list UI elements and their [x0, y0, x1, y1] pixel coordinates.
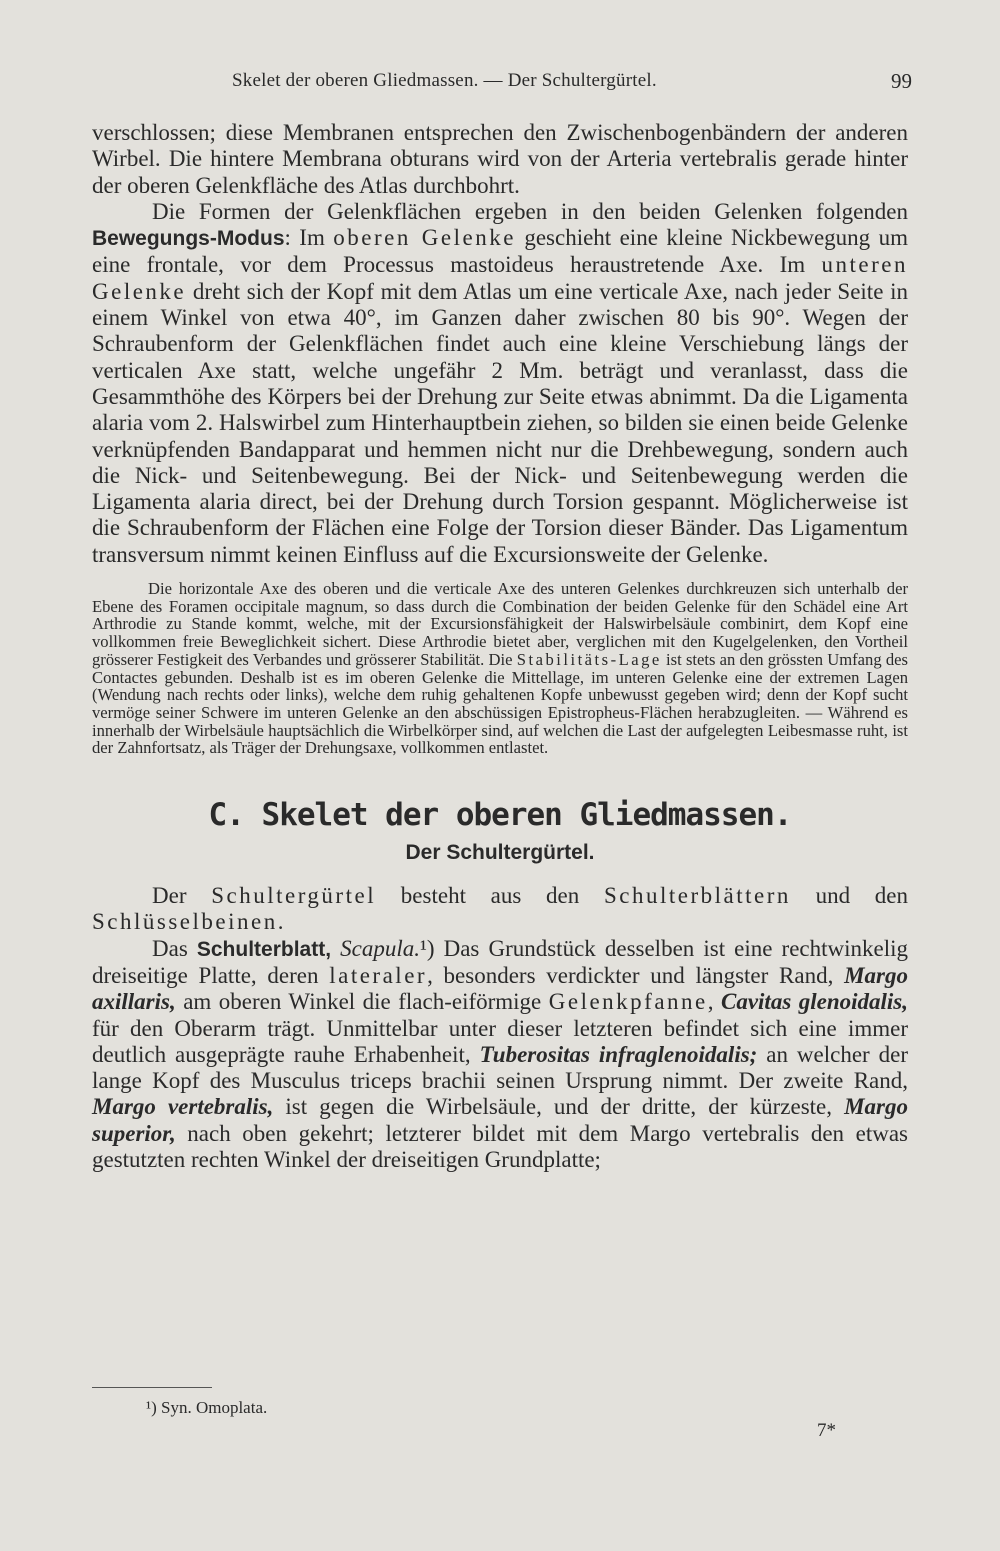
term-bewegungs-modus: Bewegungs-Modus [92, 227, 285, 251]
text-run: dreht sich der Kopf mit dem Atlas um eine verticale Axe, nach jeder Seite in einem Winkel von etwa 40°, im Ganzen daher zwischen 80 bis 90°. Wegen der Schraubenform der Gelenkflächen findet auch eine kleine Verschiebung längs der verticalen Axe statt, welche ungefähr 2 Mm. beträgt und veranlasst, dass die Gesammthöhe des Körpers bei der Drehung zur Seite etwas abnimmt. Da die Ligamenta alaria vom 2. Halswirbel zum Hinterhauptbein ziehen, so bilden sie einen beide Gelenke verknüpfenden Bandapparat und hemmen nicht nur die Drehbewegung, sondern auch die Nick- und Seitenbewegung. Bei der Nick- und Seitenbewegung werden die Ligamenta alaria direct, bei der Drehung durch Torsion gespannt. Möglicherweise ist die Schraubenform der Flächen eine Folge der Torsion dieser Bänder. Das Ligamentum transversum nimmt keinen Einfluss auf die Excursionsweite der Gelenke. [92, 278, 908, 567]
text-run: am oberen Winkel die flach-eiförmige [175, 989, 549, 1015]
term-unteren-gelenke: unteren Gelenke [92, 252, 908, 304]
term-margo-axillaris: Margo axillaris, [92, 962, 908, 1015]
text-run: ¹) Das Grundstück desselben ist eine rechtwinkelig dreiseitige Platte, deren [92, 935, 908, 988]
text-run: . [277, 909, 284, 935]
term-scapula: Scapula. [340, 935, 420, 961]
small-print-note [92, 580, 908, 757]
text-run: für den Oberarm trägt. Unmittelbar unter dieser letzteren befindet sich eine immer deutlich ausgeprägte rauhe Erhabenheit, [92, 1015, 908, 1067]
term-schulterblatt: Schulterblatt, [196, 937, 332, 961]
text-run: besteht aus den [376, 883, 604, 909]
section-heading: C. Skelet der oberen Gliedmassen. [208, 797, 792, 834]
paragraph-continuation: verschlossen; diese Membranen entsprechen den Zwischenbogenbändern der anderen Wirbel. Die hintere Membrana obturans wird von der Arteria vertebralis gerade hinter der oberen Gelenkfläche des Atlas durchbohrt. [92, 120, 908, 198]
text-run: Die Formen der Gelenkflächen ergeben in den beiden Gelenken folgenden [152, 198, 908, 224]
paragraph-schultergurtel [92, 883, 908, 936]
subsection-heading: Der Schultergürtel. [405, 841, 595, 865]
term-lateraler: lateraler [329, 962, 428, 988]
term-oberen-gelenke: oberen Gelenke [333, 225, 516, 251]
page-body [92, 120, 908, 1173]
term-tuberositas-infraglenoidalis: Tuberositas infraglenoidalis; [479, 1041, 758, 1067]
text-run: : Im [284, 225, 334, 251]
paragraph-bewegungs-modus [92, 199, 908, 568]
signature-mark: 7* [817, 1420, 836, 1441]
term-schultergurtel: Schultergürtel [211, 883, 377, 909]
text-run: Die horizontale Axe des oberen und die verticale Axe des unteren Gelenkes durchkreuzen sich unterhalb der Ebene des Foramen occipitale magnum, so dass durch die Combination der beiden Gelenke für den Schädel eine Art Arthrodie zu Stande kommt, welche, mit der Excursionsfähigkeit der Halswirbelsäule combinirt, dem Kopf eine vollkommen freie Beweglichkeit sichert. Diese Arthrodie bietet aber, verglichen mit den Kugelgelenken, den Vortheil grösserer Festigkeit des Verbandes und grösserer Stabilität. Die [92, 579, 908, 669]
page-number: 99 [891, 69, 912, 93]
text-run: ist gegen die Wirbelsäule, und der dritte, der kürzeste, [273, 1094, 845, 1120]
term-margo-superior: Margo superior, [92, 1094, 908, 1146]
term-schluesselbeinen: Schlüsselbeinen [92, 909, 278, 935]
footnote-rule [92, 1387, 212, 1388]
text-run: an welcher der lange Kopf des Musculus triceps brachii seinen Ursprung nimmt. Der zweite Rand, [92, 1041, 908, 1094]
text-run: und den [790, 883, 909, 909]
running-header [232, 66, 912, 96]
term-cavitas-glenoidalis: Cavitas glenoidalis, [720, 989, 909, 1015]
running-title: Skelet der oberen Gliedmassen. — Der Schultergürtel. [232, 70, 657, 91]
text-run [331, 936, 340, 961]
text-run: ist stets an den grössten Umfang des Contactes gebunden. Deshalb ist es im oberen Gelenke die Mittellage, im unteren Gelenke eine der extremen Lagen (Wendung nach rechts oder links), welche dem ruhig gehaltenen Kopfe unbewusst gegeben wird; denn der Kopf sucht vermöge seiner Schwere im unteren Gelenke an den abschüssigen Epistropheus-Flächen herabzugleiten. — Während es innerhalb der Wirbelsäule hauptsächlich die Wirbelkörper sind, auf welchen die Last der aufgelegten Leibesmasse ruht, ist der Zahnfortsatz, als Träger der Drehungsaxe, vollkommen entlastet. [92, 649, 908, 758]
term-margo-vertebralis: Margo vertebralis, [92, 1094, 274, 1120]
text-run: , besonders verdickter und längster Rand, [427, 962, 845, 988]
text-run: , [707, 989, 721, 1015]
text-run: geschieht eine kleine Nickbewegung um eine frontale, vor dem Processus mastoideus heraustretende Axe. Im [92, 225, 908, 278]
text-run: Das [152, 935, 197, 961]
text-run: Der [152, 883, 212, 909]
term-gelenkpfanne: Gelenkpfanne [548, 989, 708, 1015]
footnote: ¹) Syn. Omoplata. [146, 1398, 268, 1417]
text-run: nach oben gekehrt; letzterer bildet mit dem Margo vertebralis den etwas gestutzten rechten Winkel der dreiseitigen Grundplatte; [92, 1120, 908, 1173]
term-stabilitaets-lage: Stabilitäts-Lage [516, 649, 662, 669]
paragraph-schulterblatt [92, 936, 908, 1174]
term-schulterblaettern: Schulterblättern [603, 883, 791, 909]
